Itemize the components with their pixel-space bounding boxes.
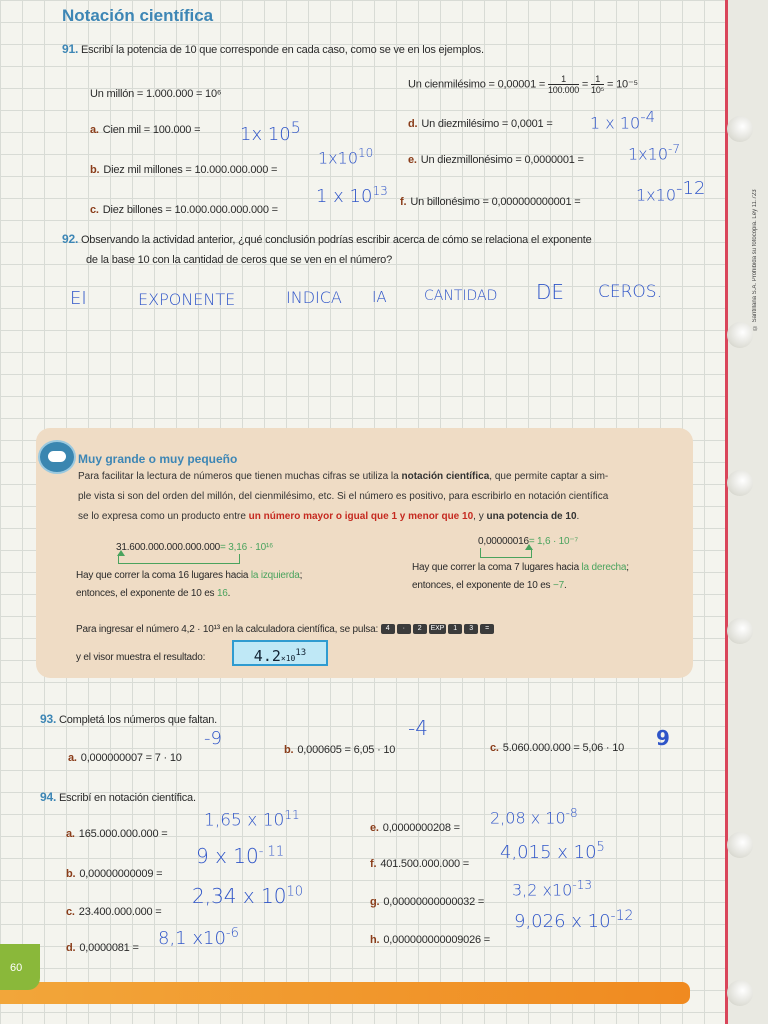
text-run: se lo expresa como un producto entre [78, 511, 249, 522]
item-text: 23.400.000.000 = [78, 906, 162, 918]
ex92-answer-word: DE [536, 280, 565, 304]
answer-exponent: -4 [640, 108, 656, 126]
binder-hole [727, 980, 753, 1006]
highlight-green: la derecha [581, 562, 627, 573]
text-run: , que permite captar a sim- [489, 471, 609, 482]
ex94-item-g [370, 896, 484, 908]
emphasis: una potencia de 10 [486, 511, 577, 522]
binder-hole [727, 470, 753, 496]
answer-text: 4,015 x 10 [500, 842, 597, 863]
ex93-header [40, 712, 217, 726]
answer-exponent: -13 [572, 878, 592, 892]
highlight-green: −7 [552, 580, 564, 591]
answer-text: 1x10 [318, 148, 359, 168]
ex94-answer-d [158, 926, 239, 949]
cloud-icon [38, 440, 76, 474]
ex91-example-left: Un millón = 1.000.000 = 10⁶ [90, 88, 222, 100]
answer-exponent: -6 [225, 926, 239, 941]
answer-exponent: 13 [372, 184, 388, 198]
info-box-title: Muy grande o muy pequeño [78, 452, 238, 466]
ex91-item-c [90, 204, 278, 216]
ex93-item-b [284, 744, 395, 756]
ex92-answer-word: EXPONENTE [138, 290, 236, 309]
ex94-item-d [66, 942, 139, 954]
example-number: 0,00000016 [478, 536, 529, 547]
ex91-answer-d [590, 108, 655, 132]
item-label: f. [370, 858, 377, 870]
item-label: d. [408, 118, 418, 130]
ex91-answer-f [636, 178, 705, 204]
example-right-line2 [412, 580, 567, 591]
item-text: 0,000605 = 6,05 · 10 [297, 744, 396, 756]
paragraph-line [78, 507, 678, 527]
text-run: ; [626, 562, 629, 573]
fraction-numerator: 1 [591, 74, 604, 85]
footer-band [0, 982, 690, 1004]
ex91-answer-a [240, 118, 301, 145]
ex94-item-a [66, 828, 167, 840]
ex94-item-c [66, 906, 162, 918]
example-number: 31.600.000.000.000.000 [116, 542, 221, 553]
ex92-number: 92. [62, 232, 79, 246]
answer-exponent: - 11 [258, 844, 285, 860]
page-title: Notación científica [62, 6, 214, 25]
item-label: a. [66, 828, 75, 840]
item-label: c. [490, 742, 499, 754]
example-right-text: Un cienmilésimo = 0,00001 = [408, 78, 546, 91]
ex91-example-right: Un cienmilésimo = 0,00001 = $\frac{1}{100.000}$ = $\frac{1}{\text{10⁵}}$ = 10⁻⁵ [408, 74, 638, 95]
calculator-key: · [397, 624, 411, 634]
ex94-item-f [370, 858, 469, 870]
item-text: Diez billones = 10.000.000.000.000 = [102, 204, 278, 216]
ex94-answer-g [512, 878, 592, 899]
fraction [548, 74, 579, 95]
page-number: 60 [10, 962, 23, 974]
answer-text: 9 x 10 [196, 844, 259, 868]
highlight-red: un número mayor o igual que 1 y menor que 10 [248, 511, 474, 522]
ex94-number: 94. [40, 790, 57, 804]
item-label: d. [66, 942, 76, 954]
example-right-result: = 10⁻⁵ [607, 78, 638, 91]
answer-exponent: -12 [676, 178, 706, 199]
ex91-item-a [90, 124, 200, 136]
calculator-keys [381, 624, 494, 634]
item-label: h. [370, 934, 380, 946]
binder-hole [727, 832, 753, 858]
ex94-item-h [370, 934, 490, 946]
item-text: 5.060.000.000 = 5,06 · 10 [502, 742, 625, 754]
text-run: . [227, 588, 231, 599]
text-run: Hay que correr la coma 16 lugares hacia [76, 570, 251, 581]
ex91-item-b [90, 164, 277, 176]
example-left-line1 [76, 570, 302, 581]
ex94-prompt: Escribí en notación científica. [58, 792, 196, 804]
example-left-line2 [76, 588, 230, 599]
text-run: . [576, 511, 580, 522]
ex92-answer-word: EI [70, 288, 87, 309]
display-instruction: y el visor muestra el resultado: [76, 652, 206, 663]
item-text: 165.000.000.000 = [78, 828, 168, 840]
text-run: entonces, el exponente de 10 es [412, 580, 553, 591]
answer-text: 1x10 [636, 185, 677, 205]
ex92-prompt-line1: Observando la actividad anterior, ¿qué conclusión podrías escribir acerca de cómo se relaciona el exponente [80, 234, 592, 246]
item-label: c. [66, 906, 75, 918]
answer-text: 8,1 x10 [158, 928, 226, 949]
calculator-key: = [480, 624, 494, 634]
item-text: 0,000000007 = 7 · 10 [80, 752, 182, 764]
ex94-answer-a [204, 808, 300, 831]
item-text: 0,00000000000032 = [383, 896, 485, 908]
display-exponent: 13 [295, 648, 307, 658]
ex94-answer-b [196, 844, 284, 868]
ex94-item-b [66, 868, 162, 880]
fraction-numerator: 1 [548, 74, 579, 85]
calculator-instruction [76, 624, 494, 635]
answer-text: 1 x 10 [316, 186, 373, 207]
answer-text: 9,026 x 10 [514, 911, 611, 932]
item-text: 401.500.000.000 = [380, 858, 469, 870]
ex92-answer-word: IA [372, 288, 387, 306]
answer-text: 1x10 [628, 144, 669, 164]
ex91-answer-b [318, 146, 373, 167]
ex93-prompt: Completá los números que faltan. [58, 714, 218, 726]
item-text: 0,000000000009026 = [383, 934, 491, 946]
text-run: . [563, 580, 567, 591]
info-box-paragraph [78, 467, 678, 527]
answer-exponent: 5 [290, 118, 301, 137]
item-text: Cien mil = 100.000 = [102, 124, 201, 136]
item-label: b. [66, 868, 76, 880]
ex92-header [62, 232, 592, 246]
item-label: f. [400, 196, 407, 208]
arrow-icon [117, 550, 125, 556]
arrow-icon [525, 544, 533, 550]
answer-text: 3,2 x10 [512, 880, 573, 900]
fraction-denominator: 100.000 [547, 85, 580, 95]
ex91-item-f [400, 196, 580, 208]
fraction-denominator: 10⁵ [591, 85, 605, 95]
ex93-number: 93. [40, 712, 57, 726]
text-run: Hay que correr la coma 7 lugares hacia [412, 562, 582, 573]
ex92-prompt-line2: de la base 10 con la cantidad de ceros que se ven en el número? [86, 254, 393, 266]
binder-hole [727, 116, 753, 142]
example-result: = 1,6 · 10⁻⁷ [528, 536, 578, 547]
ex93-item-a [68, 752, 182, 764]
paragraph-line: ple vista si son del orden del millón, del cienmilésimo, etc. Si el número es positivo, para escribirlo en notación científica [78, 491, 609, 502]
item-label: e. [408, 154, 417, 166]
answer-exponent: 10 [286, 884, 304, 900]
item-text: 0,0000000208 = [382, 822, 460, 834]
ex94-item-e [370, 822, 460, 834]
calculator-key: EXP [430, 625, 445, 633]
answer-text: 1x 10 [240, 124, 291, 145]
ex92-answer-word: INDICA [286, 288, 342, 307]
ex94-answer-e [490, 806, 578, 827]
calculator-key: 1 [448, 624, 462, 634]
item-label: b. [284, 744, 294, 756]
answer-exponent: 11 [284, 808, 300, 822]
ex92-answer-word: CANTIDAD [424, 288, 498, 304]
calculator-key: 3 [464, 624, 478, 634]
item-text: 0,0000081 = [79, 942, 139, 954]
ex93-answer-c: 9 [656, 726, 670, 750]
calc-text: Para ingresar el número 4,2 · 10¹³ en la calculadora científica, se pulsa: [76, 624, 379, 635]
binder-hole [727, 322, 753, 348]
ex94-answer-f [500, 840, 605, 863]
item-text: Diez mil millones = 10.000.000.000 = [103, 164, 278, 176]
answer-text: 2,08 x 10 [490, 808, 566, 828]
example-left [116, 542, 273, 553]
display-mantissa: 4.2 [253, 647, 281, 665]
ex94-answer-c [192, 884, 303, 908]
answer-text: 1 x 10 [590, 113, 641, 133]
text-run: ; [299, 570, 303, 581]
answer-exponent: -12 [610, 908, 634, 924]
text-run: entonces, el exponente de 10 es [76, 588, 217, 599]
highlight-green: 16 [216, 588, 228, 599]
answer-exponent: -8 [565, 806, 578, 820]
text-run: Para facilitar la lectura de números que tienen muchas cifras se utiliza la [78, 471, 402, 482]
calculator-display [232, 640, 328, 666]
item-text: Un diezmillonésimo = 0,0000001 = [420, 154, 584, 166]
ex93-answer-a: -9 [204, 728, 222, 749]
example-result: = 3,16 · 10¹⁶ [220, 542, 273, 553]
copyright-notice: © Santillana S.A. Prohibida su fotocopia. Ley 11.723 [752, 189, 758, 330]
ex91-item-d [408, 118, 553, 130]
binder-hole [727, 618, 753, 644]
item-label: b. [90, 164, 100, 176]
answer-text: 2,34 x 10 [192, 884, 287, 908]
calculator-key: 2 [413, 624, 427, 634]
ex91-answer-c [316, 184, 388, 207]
text-run: , y [473, 511, 487, 522]
item-label: c. [90, 204, 99, 216]
answer-exponent: 5 [596, 840, 605, 855]
answer-text: 1,65 x 10 [204, 810, 285, 831]
item-label: g. [370, 896, 380, 908]
ex92-answer-word: CEROS. [598, 282, 662, 302]
ex94-header [40, 790, 196, 804]
ex91-header [62, 42, 484, 56]
ex91-item-e [408, 154, 584, 166]
ex91-prompt: Escribí la potencia de 10 que corresponde en cada caso, como se ve en los ejemplos. [80, 44, 484, 56]
paragraph-line [78, 467, 678, 487]
ex93-item-c [490, 742, 624, 754]
ex94-answer-h [514, 908, 633, 932]
example-right-line1 [412, 562, 629, 573]
answer-exponent: -7 [668, 142, 680, 156]
highlight-green: la izquierda [250, 570, 300, 581]
item-label: e. [370, 822, 379, 834]
bracket [118, 554, 240, 564]
ex93-answer-b: -4 [408, 716, 428, 740]
emphasis: notación científica [401, 471, 490, 482]
item-text: 0,00000000009 = [79, 868, 163, 880]
fraction [591, 74, 604, 95]
ex91-number: 91. [62, 42, 79, 56]
answer-exponent: 10 [358, 146, 374, 160]
item-text: Un diezmilésimo = 0,0001 = [421, 118, 553, 130]
ex91-answer-e [628, 142, 680, 163]
item-label: a. [90, 124, 99, 136]
item-text: Un billonésimo = 0,000000000001 = [410, 196, 581, 208]
item-label: a. [68, 752, 77, 764]
calculator-key: 4 [381, 624, 395, 634]
display-base: ×10 [280, 654, 296, 663]
